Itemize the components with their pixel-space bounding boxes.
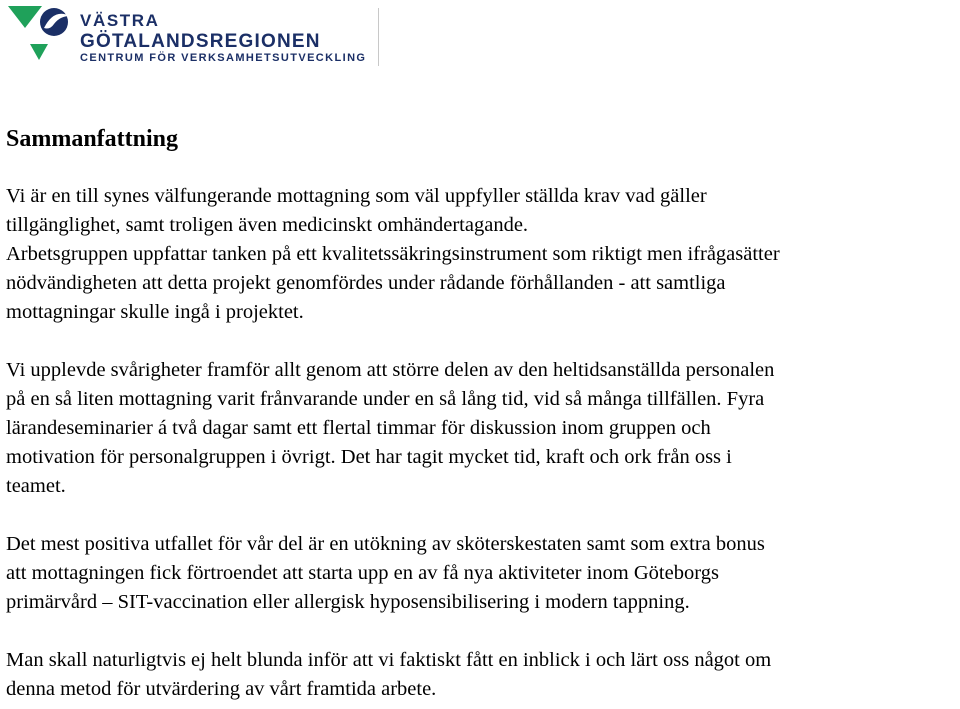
logo-line-3: CENTRUM FÖR VERKSAMHETSUTVECKLING <box>80 52 367 64</box>
p3-line-2: att mottagningen fick förtroendet att starta upp en av få nya aktiviteter inom Göteborgs <box>6 562 719 584</box>
p3-line-1: Det mest positiva utfallet för vår del är en utökning av sköterskestaten samt som extra bonus <box>6 533 765 555</box>
paragraph-gap <box>6 617 956 646</box>
paragraph-1 <box>6 182 956 327</box>
logo-green-triangle-top <box>8 6 42 28</box>
p3-line-3: primärvård – SIT-vaccination eller allergisk hyposensibilisering i modern tappning. <box>6 591 690 613</box>
logo-line-1: VÄSTRA <box>80 11 160 30</box>
p1-line-1: Vi är en till synes välfungerande mottagning som väl uppfyller ställda krav vad gäller <box>6 185 707 207</box>
p1-line-4: nödvändigheten att detta projekt genomfördes under rådande förhållanden - att samtliga <box>6 272 726 294</box>
p2-line-5: teamet. <box>6 475 66 497</box>
p1-line-3: Arbetsgruppen uppfattar tanken på ett kvalitetssäkringsinstrument som riktigt men ifrågasätter <box>6 243 780 265</box>
paragraph-gap <box>6 501 956 530</box>
p2-line-1: Vi upplevde svårigheter framför allt genom att större delen av den heltidsanställda personalen <box>6 359 775 381</box>
logo-line-2: GÖTALANDSREGIONEN <box>80 31 321 52</box>
p2-line-2: på en så liten mottagning varit frånvarande under en så lång tid, vid så många tillfällen. Fyra <box>6 388 765 410</box>
title-spacer <box>6 155 956 182</box>
logo-mark-icon <box>4 2 82 66</box>
p1-line-5: mottagningar skulle ingå i projektet. <box>6 301 304 323</box>
logo-divider <box>378 8 379 66</box>
paragraph-gap <box>6 327 956 356</box>
p2-line-4: motivation för personalgruppen i övrigt. Det har tagit mycket tid, kraft och ork från oss i <box>6 446 732 468</box>
p1-line-2: tillgänglighet, samt troligen även medicinskt omhändertagande. <box>6 214 529 236</box>
logo-green-triangle-bottom <box>30 44 48 60</box>
paragraph-3 <box>6 530 956 617</box>
p4-line-2: denna metod för utvärdering av vårt framtida arbete. <box>6 678 437 700</box>
p2-line-3: lärandeseminarier á två dagar samt ett flertal timmar för diskussion inom gruppen och <box>6 417 711 439</box>
paragraph-2 <box>6 356 956 501</box>
page-title: Sammanfattning <box>6 126 179 152</box>
organization-logo <box>4 2 376 66</box>
p4-line-1: Man skall naturligtvis ej helt blunda inför att vi faktiskt fått en inblick i och lärt oss något om <box>6 649 772 671</box>
document-body <box>6 123 956 704</box>
paragraph-4 <box>6 646 956 704</box>
